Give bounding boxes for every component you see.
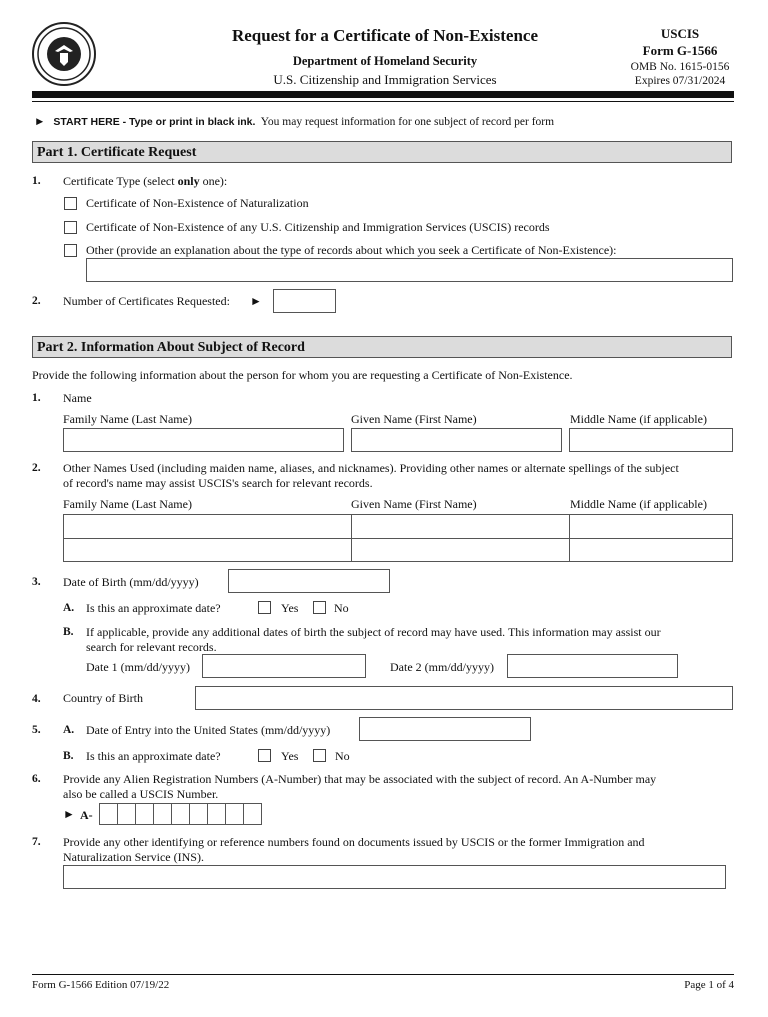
part1-q2-number: 2. [32,295,41,307]
arrow-icon: ► [34,116,46,128]
footer-page-number: Page 1 of 4 [684,979,734,991]
checkbox-other[interactable] [64,244,77,257]
other-given-name-field[interactable] [351,538,570,562]
entry-approximate-label: Is this an approximate date? [86,749,221,763]
part1-q1-number: 1. [32,175,41,187]
checkbox-naturalization[interactable] [64,197,77,210]
option-uscis-records-label: Certificate of Non-Existence of any U.S. Citizenship and Immigration Services (USCIS) records [86,220,550,234]
a-number-text-line2: also be called a USCIS Number. [63,787,219,801]
header-rule-thin [32,101,734,102]
part2-q2-number: 2. [32,462,41,474]
agency-name: U.S. Citizenship and Immigration Services [273,72,497,87]
option-other-label: Other (provide an explanation about the type of records about which you seek a Certificate of Non-Existence): [86,243,617,257]
dhs-seal-icon [32,22,96,86]
footer-edition: Form G-1566 Edition 07/19/22 [32,979,170,991]
omb-number: OMB No. 1615-0156 [630,61,730,73]
certificates-count-label: Number of Certificates Requested: [63,294,230,308]
entry-approximate-yes-checkbox[interactable] [258,749,271,762]
a-number-prefix: A- [80,808,93,822]
form-agency: USCIS [660,26,700,41]
other-explanation-field[interactable] [86,258,733,282]
part2-heading: Part 2. Information About Subject of Record [32,336,732,358]
dob-approximate-label: Is this an approximate date? [86,601,221,615]
other-given-name-field[interactable] [351,514,570,539]
no-label: No [334,601,349,615]
given-name-label: Given Name (First Name) [351,412,477,426]
other-family-name-field[interactable] [63,538,352,562]
other-middle-name-label: Middle Name (if applicable) [570,497,707,511]
yes-label: Yes [281,749,299,763]
other-family-name-label: Family Name (Last Name) [63,497,192,511]
a-number-digit[interactable] [189,803,208,825]
middle-name-label: Middle Name (if applicable) [570,412,707,426]
arrow-icon: ► [250,294,262,308]
part2-intro: Provide the following information about the person for whom you are requesting a Certificate of Non-Existence. [32,368,573,382]
a-number-digit[interactable] [153,803,172,825]
reference-numbers-text-line1: Provide any other identifying or reference numbers found on documents issued by USCIS or the former Immigration and [63,835,645,849]
a-number-field[interactable] [99,803,262,825]
option-naturalization-label: Certificate of Non-Existence of Naturalization [86,196,309,210]
country-of-birth-field[interactable] [195,686,733,710]
date1-field[interactable] [202,654,366,678]
date1-label: Date 1 (mm/dd/yyyy) [86,660,190,674]
date-of-entry-label: Date of Entry into the United States (mm/dd/yyyy) [86,723,331,737]
part2-q4-number: 4. [32,693,41,705]
start-here-instructions [34,116,554,128]
a-number-digit[interactable] [243,803,262,825]
form-number: Form G-1566 [642,43,718,58]
date-of-birth-label: Date of Birth (mm/dd/yyyy) [63,575,199,589]
additional-dob-text-line1: If applicable, provide any additional dates of birth the subject of record may have used. This information may assist our [86,625,661,639]
middle-name-field[interactable] [569,428,733,452]
dob-approximate-yes-checkbox[interactable] [258,601,271,614]
expiration-date: Expires 07/31/2024 [634,75,726,87]
part1-heading: Part 1. Certificate Request [32,141,732,163]
country-of-birth-label: Country of Birth [63,691,143,705]
entry-approximate-no-checkbox[interactable] [313,749,326,762]
a-number-digit[interactable] [99,803,118,825]
other-middle-name-field[interactable] [569,514,733,539]
other-names-text-line2: of record's name may assist USCIS's search for relevant records. [63,476,373,490]
part2-q6-number: 6. [32,773,41,785]
date2-label: Date 2 (mm/dd/yyyy) [390,660,494,674]
a-number-digit[interactable] [171,803,190,825]
arrow-icon: ► [63,807,75,821]
family-name-field[interactable] [63,428,344,452]
header-rule [32,91,734,98]
family-name-label: Family Name (Last Name) [63,412,192,426]
start-here-text: You may request information for one subject of record per form [260,116,555,128]
other-family-name-field[interactable] [63,514,352,539]
other-given-name-label: Given Name (First Name) [351,497,477,511]
certificates-count-field[interactable] [273,289,336,313]
other-names-text-line1: Other Names Used (including maiden name, aliases, and nicknames). Providing other names or alternate spellings of the subject [63,461,679,475]
a-number-digit[interactable] [207,803,226,825]
start-here-bold: START HERE - Type or print in black ink. [53,116,256,128]
reference-numbers-text-line2: Naturalization Service (INS). [63,850,204,864]
q3b-letter: B. [63,626,74,638]
given-name-field[interactable] [351,428,562,452]
a-number-digit[interactable] [135,803,154,825]
part2-q1-number: 1. [32,392,41,404]
footer-rule [32,974,734,975]
a-number-text-line1: Provide any Alien Registration Numbers (A-Number) that may be associated with the subject of record. An A-Number may [63,772,657,786]
q5b-letter: B. [63,750,74,762]
part2-q5-number: 5. [32,724,41,736]
yes-label: Yes [281,601,299,615]
form-title: Request for a Certificate of Non-Existence [231,26,539,45]
other-middle-name-field[interactable] [569,538,733,562]
checkbox-uscis-records[interactable] [64,221,77,234]
date2-field[interactable] [507,654,678,678]
reference-numbers-field[interactable] [63,865,726,889]
date-of-entry-field[interactable] [359,717,531,741]
part1-q1-label: Certificate Type (select only one): [63,174,228,188]
a-number-digit[interactable] [117,803,136,825]
no-label: No [335,749,350,763]
q3a-letter: A. [63,602,75,614]
name-label: Name [63,391,92,405]
dob-approximate-no-checkbox[interactable] [313,601,326,614]
part2-q7-number: 7. [32,836,41,848]
date-of-birth-field[interactable] [228,569,390,593]
part2-q3-number: 3. [32,576,41,588]
department-name: Department of Homeland Security [292,54,478,68]
additional-dob-text-line2: search for relevant records. [86,640,217,654]
q5a-letter: A. [63,724,75,736]
a-number-digit[interactable] [225,803,244,825]
